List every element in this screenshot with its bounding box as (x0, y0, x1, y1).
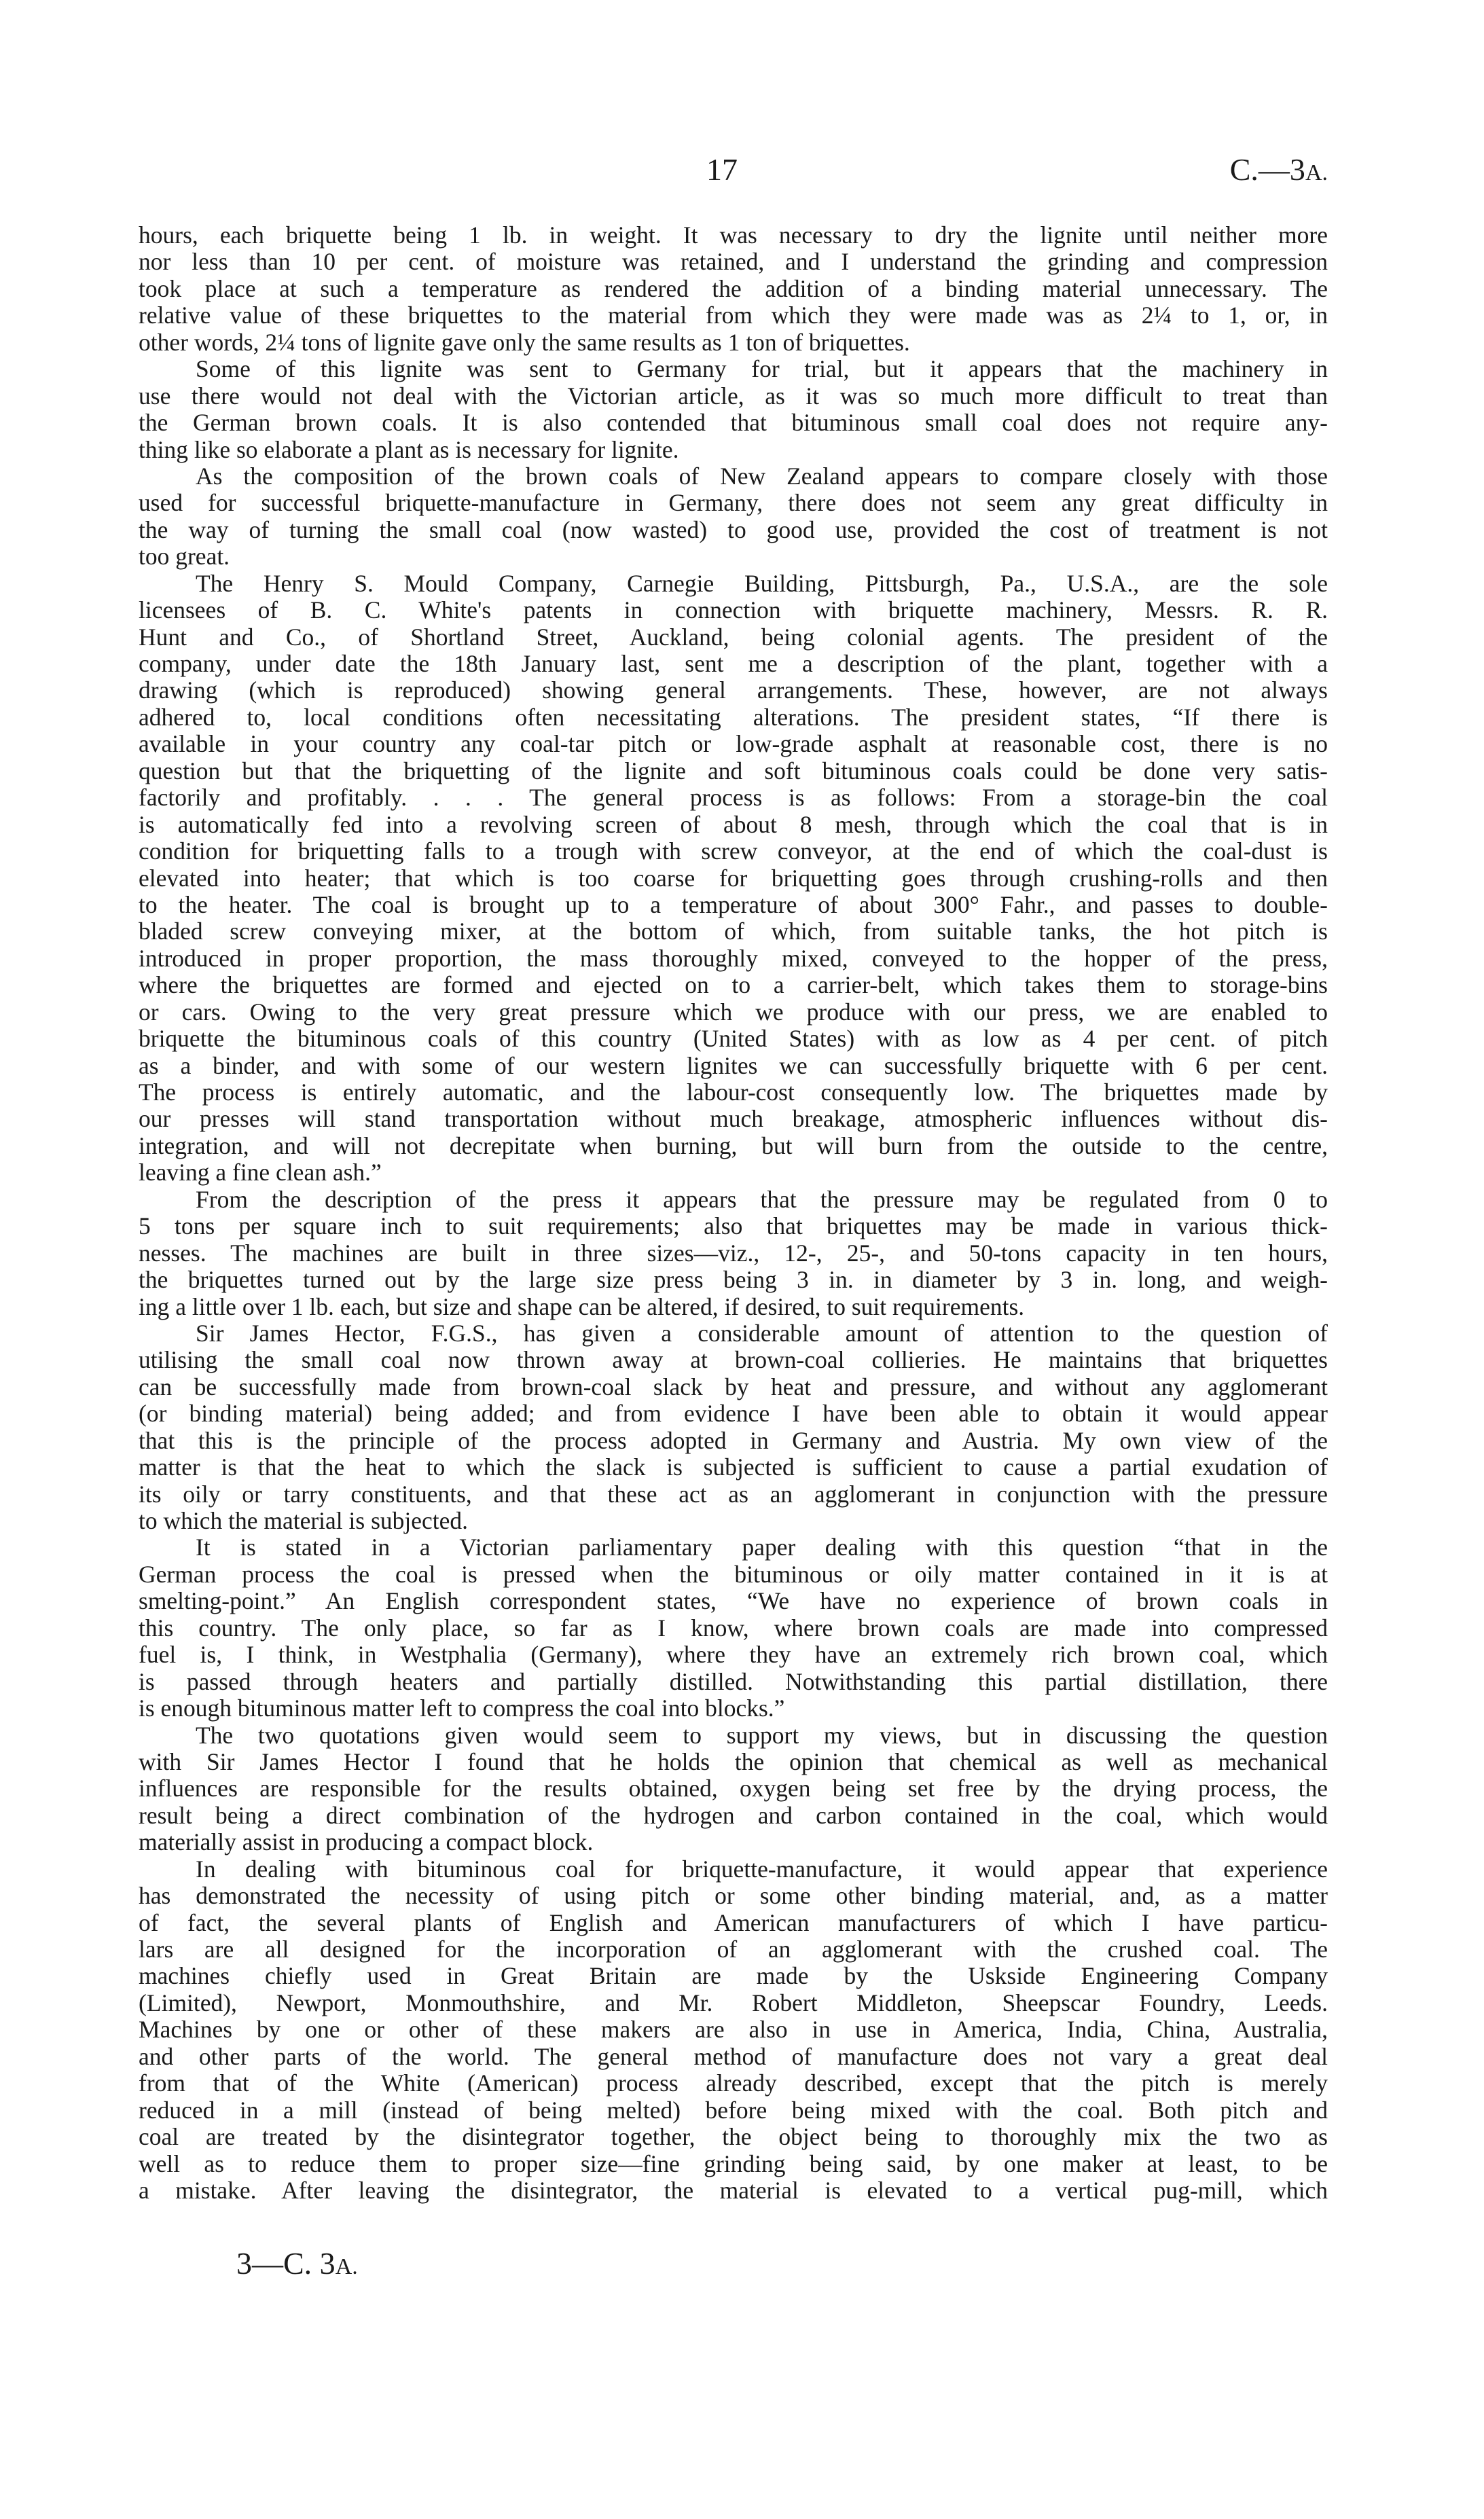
text-line: the way of turning the small coal (now wasted) to good use, provided the cost of treatment is not (139, 516, 1328, 543)
series-code-suffix: A. (1305, 160, 1328, 185)
signature-mark-main: 3—C. 3 (236, 2246, 336, 2281)
text-line: Sir James Hector, F.G.S., has given a considerable amount of attention to the question of (196, 1320, 1328, 1347)
text-line: the German brown coals. It is also contended that bituminous small coal does not require any- (139, 410, 1328, 437)
paragraph (139, 1722, 1328, 1856)
text-line: utilising the small coal now thrown away at brown-coal collieries. He maintains that briquettes (139, 1347, 1328, 1374)
paragraph (139, 1534, 1328, 1722)
text-line: From the description of the press it appears that the pressure may be regulated from 0 to (196, 1186, 1328, 1213)
text-line: of fact, the several plants of English and American manufacturers of which I have particu- (139, 1909, 1328, 1936)
text-line: other words, 2¼ tons of lignite gave only the same results as 1 ton of briquettes. (139, 329, 910, 356)
text-line: Hunt and Co., of Shortland Street, Auckland, being colonial agents. The president of the (139, 623, 1328, 651)
text-line: used for successful briquette-manufacture in Germany, there does not seem any great difficulty in (139, 490, 1328, 517)
text-line: its oily or tarry constituents, and that these act as an agglomerant in conjunction with the pressure (139, 1481, 1328, 1508)
text-line: 5 tons per square inch to suit requirements; also that briquettes may be made in various thick- (139, 1213, 1328, 1240)
text-line: too great. (139, 543, 230, 570)
text-line: this country. The only place, so far as I know, where brown coals are made into compressed (139, 1614, 1328, 1642)
text-line: took place at such a temperature as rendered the addition of a binding material unnecessary. The (139, 275, 1328, 302)
text-line: has demonstrated the necessity of using pitch or some other binding material, and, as a matter (139, 1883, 1328, 1910)
series-code-main: C.—3 (1229, 152, 1305, 187)
text-line: that this is the principle of the process adopted in Germany and Austria. My own view of the (139, 1427, 1328, 1454)
text-line: adhered to, local conditions often necessitating alterations. The president states, “If there is (139, 704, 1328, 731)
paragraph (139, 463, 1328, 570)
text-line: licensees of B. C. White's patents in connection with briquette machinery, Messrs. R. R. (139, 597, 1328, 624)
text-line: result being a direct combination of the hydrogen and carbon contained in the coal, which would (139, 1802, 1328, 1829)
text-line: introduced in proper proportion, the mass thoroughly mixed, conveyed to the hopper of the press, (139, 945, 1328, 972)
body-text (139, 222, 1328, 2204)
text-line: nor less than 10 per cent. of moisture was retained, and I understand the grinding and compression (139, 249, 1328, 276)
text-line: matter is that the heat to which the slack is subjected is sufficient to cause a partial exudation of (139, 1454, 1328, 1481)
signature-mark-suffix: A. (335, 2254, 358, 2279)
text-line: where the briquettes are formed and ejected on to a carrier-belt, which takes them to storage-bins (139, 972, 1328, 999)
text-line: Some of this lignite was sent to Germany for trial, but it appears that the machinery in (196, 356, 1328, 383)
text-line: from that of the White (American) process already described, except that the pitch is merely (139, 2070, 1328, 2097)
text-line: as a binder, and with some of our western lignites we can successfully briquette with 6 per cent. (139, 1052, 1328, 1079)
text-line: the briquettes turned out by the large size press being 3 in. in diameter by 3 in. long, and weigh- (139, 1267, 1328, 1294)
text-line: to which the material is subjected. (139, 1508, 469, 1534)
text-line: relative value of these briquettes to the material from which they were made was as 2¼ to 1, or, in (139, 302, 1328, 329)
text-line: leaving a fine clean ash.” (139, 1159, 382, 1186)
text-line: lars are all designed for the incorporation of an agglomerant with the crushed coal. The (139, 1936, 1328, 1963)
text-line: smelting-point.” An English correspondent states, “We have no experience of brown coals in (139, 1588, 1328, 1615)
text-line: to the heater. The coal is brought up to a temperature of about 300° Fahr., and passes to double- (139, 891, 1328, 918)
text-line: The process is entirely automatic, and the labour-cost consequently low. The briquettes made by (139, 1079, 1328, 1106)
text-line: is enough bituminous matter left to compress the coal into blocks.” (139, 1695, 785, 1722)
text-line: can be successfully made from brown-coal slack by heat and pressure, and without any agglomerant (139, 1373, 1328, 1400)
text-line: briquette the bituminous coals of this country (United States) with as low as 4 per cent. of pitch (139, 1026, 1328, 1053)
text-line: materially assist in producing a compact block. (139, 1829, 594, 1856)
series-code (1230, 151, 1328, 192)
text-line: thing like so elaborate a plant as is necessary for lignite. (139, 436, 679, 463)
paragraph (139, 1856, 1328, 2205)
text-line: hours, each briquette being 1 lb. in weight. It was necessary to dry the lignite until neither more (139, 222, 1328, 249)
text-line: company, under date the 18th January last, sent me a description of the plant, together with a (139, 651, 1328, 677)
text-line: The two quotations given would seem to support my views, but in discussing the question (196, 1722, 1328, 1749)
text-line: machines chiefly used in Great Britain are made by the Uskside Engineering Company (139, 1963, 1328, 1990)
text-line: In dealing with bituminous coal for briquette-manufacture, it would appear that experience (196, 1855, 1328, 1883)
text-line: with Sir James Hector I found that he holds the opinion that chemical as well as mechanical (139, 1748, 1328, 1775)
text-line: As the composition of the brown coals of New Zealand appears to compare closely with those (196, 463, 1328, 490)
page-number: 17 (706, 152, 738, 187)
text-line: condition for briquetting falls to a trough with screw conveyor, at the end of which the coal-dust is (139, 838, 1328, 865)
text-line: Machines by one or other of these makers are also in use in America, India, China, Australia, (139, 2016, 1328, 2044)
text-line: is passed through heaters and partially distilled. Notwithstanding this partial distillation, there (139, 1668, 1328, 1695)
text-line: fuel is, I think, in Westphalia (Germany), where they have an extremely rich brown coal, which (139, 1642, 1328, 1669)
text-line: use there would not deal with the Victorian article, as it was so much more difficult to treat than (139, 382, 1328, 410)
text-line: It is stated in a Victorian parliamentary paper dealing with this question “that in the (196, 1534, 1328, 1561)
text-line: German process the coal is pressed when the bituminous or oily matter contained in it is at (139, 1561, 1328, 1588)
text-line: available in your country any coal-tar pitch or low-grade asphalt at reasonable cost, there is no (139, 731, 1328, 758)
text-line: and other parts of the world. The general method of manufacture does not vary a great deal (139, 2043, 1328, 2070)
paragraph (139, 222, 1328, 356)
paragraph (139, 356, 1328, 463)
text-line: nesses. The machines are built in three sizes—viz., 12-, 25-, and 50-tons capacity in ten hours, (139, 1239, 1328, 1267)
text-line: bladed screw conveying mixer, at the bottom of which, from suitable tanks, the hot pitch is (139, 918, 1328, 945)
text-line: factorily and profitably. . . . The general process is as follows: From a storage-bin the coal (139, 784, 1328, 812)
text-line: influences are responsible for the results obtained, oxygen being set free by the drying process, the (139, 1775, 1328, 1802)
paragraph (139, 1320, 1328, 1535)
text-line: drawing (which is reproduced) showing general arrangements. These, however, are not always (139, 677, 1328, 704)
signature-mark (236, 2247, 358, 2284)
text-line: ing a little over 1 lb. each, but size and shape can be altered, if desired, to suit requirements. (139, 1293, 1025, 1320)
text-line: our presses will stand transportation without much breakage, atmospheric influences without dis- (139, 1106, 1328, 1133)
text-line: integration, and will not decrepitate when burning, but will burn from the outside to the centre, (139, 1132, 1328, 1159)
text-line: (Limited), Newport, Monmouthshire, and Mr. Robert Middleton, Sheepscar Foundry, Leeds. (139, 1989, 1328, 2016)
text-line: a mistake. After leaving the disintegrator, the material is elevated to a vertical pug-mill, which (139, 2177, 1328, 2204)
text-line: question but that the briquetting of the lignite and soft bituminous coals could be done very satis- (139, 757, 1328, 784)
text-line: elevated into heater; that which is too coarse for briquetting goes through crushing-rolls and then (139, 865, 1328, 892)
text-line: The Henry S. Mould Company, Carnegie Building, Pittsburgh, Pa., U.S.A., are the sole (196, 570, 1328, 597)
text-line: well as to reduce them to proper size—fine grinding being said, by one maker at least, to be (139, 2150, 1328, 2177)
text-line: or cars. Owing to the very great pressure which we produce with our press, we are enabled to (139, 998, 1328, 1026)
text-line: coal are treated by the disintegrator together, the object being to thoroughly mix the two as (139, 2124, 1328, 2151)
text-line: (or binding material) being added; and from evidence I have been able to obtain it would appear (139, 1400, 1328, 1428)
text-line: is automatically fed into a revolving screen of about 8 mesh, through which the coal that is in (139, 811, 1328, 838)
paragraph (139, 1186, 1328, 1320)
text-line: reduced in a mill (instead of being melted) before being mixed with the coal. Both pitch and (139, 2097, 1328, 2124)
paragraph (139, 570, 1328, 1186)
